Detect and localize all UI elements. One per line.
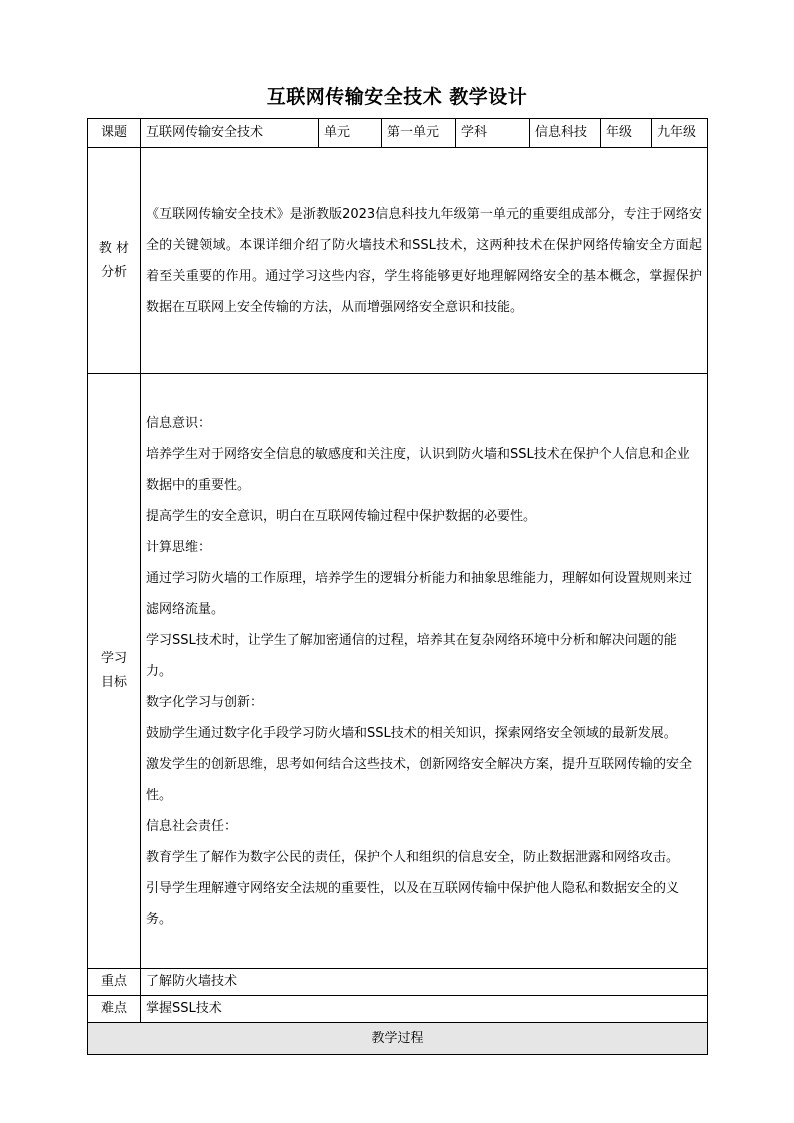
material-analysis-text: 《互联网传输安全技术》是浙教版2023信息科技九年级第一单元的重要组成部分，专注于网络安全的关键领域。本课详细介绍了防火墙技术和SSL技术，这两种技术在保护网络传输安全方面起着至关重要的作用。通过学习这些内容，学生将能够更好地理解网络安全的基本概念，掌握保护数据在互联网上安全传输的方法，从而增强网络安全意识和技能。 <box>146 206 702 315</box>
key-point-value: 了解防火墙技术 <box>141 969 708 996</box>
learning-goals-label <box>88 374 141 969</box>
goal-line: 引导学生理解遵守网络安全法规的重要性，以及在互联网传输中保护他人隐私和数据安全的义务。 <box>146 880 680 927</box>
key-point-label: 重点 <box>88 969 141 996</box>
teaching-process-row <box>88 1023 708 1055</box>
learning-goals-label-line2: 目标 <box>100 675 127 690</box>
goal-line: 培养学生对于网络安全信息的敏感度和关注度，认识到防火墙和SSL技术在保护个人信息和企业数据中的重要性。 <box>146 446 690 493</box>
goal-heading-computational-thinking: 计算思维： <box>146 539 212 555</box>
learning-goals-label-line1: 学习 <box>100 651 127 666</box>
goal-line: 学习SSL技术时，让学生了解加密通信的过程，培养其在复杂网络环境中分析和解决问题的能力。 <box>146 632 677 679</box>
material-analysis-label-line2: 分析 <box>100 264 127 280</box>
difficult-point-label: 难点 <box>88 996 141 1023</box>
difficult-point-row <box>88 996 708 1023</box>
goal-line: 通过学习防火墙的工作原理，培养学生的逻辑分析能力和抽象思维能力，理解如何设置规则来过滤网络流量。 <box>146 570 693 617</box>
material-analysis-label <box>88 148 141 374</box>
header-row <box>88 119 708 148</box>
unit-value: 第一单元 <box>382 119 456 148</box>
goal-heading-social-responsibility: 信息社会责任： <box>146 818 238 834</box>
difficult-point-value: 掌握SSL技术 <box>141 996 708 1023</box>
lesson-plan-table <box>87 118 708 1055</box>
learning-goals-row <box>88 374 708 969</box>
topic-value: 互联网传输安全技术 <box>141 119 319 148</box>
subject-value: 信息科技 <box>530 119 601 148</box>
goal-line: 鼓励学生通过数字化手段学习防火墙和SSL技术的相关知识，探索网络安全领域的最新发展。 <box>146 725 677 741</box>
material-analysis-content <box>141 148 708 374</box>
key-point-row <box>88 969 708 996</box>
grade-value: 九年级 <box>652 119 708 148</box>
goal-heading-digital-learning-innovation: 数字化学习与创新： <box>146 694 264 710</box>
learning-goals-content <box>141 374 708 969</box>
document-title: 互联网传输安全技术 教学设计 <box>266 86 528 108</box>
unit-label: 单元 <box>319 119 382 148</box>
teaching-process-header: 教学过程 <box>88 1023 708 1055</box>
material-analysis-row <box>88 148 708 374</box>
goal-line: 激发学生的创新思维，思考如何结合这些技术，创新网络安全解决方案，提升互联网传输的安全性。 <box>146 756 693 803</box>
goal-heading-information-awareness: 信息意识： <box>146 415 212 431</box>
subject-label: 学科 <box>456 119 530 148</box>
goal-line: 教育学生了解作为数字公民的责任，保护个人和组织的信息安全，防止数据泄露和网络攻击。 <box>146 849 680 865</box>
topic-label: 课题 <box>88 119 141 148</box>
grade-label: 年级 <box>601 119 652 148</box>
material-analysis-label-line1: 教 材 <box>98 240 130 256</box>
goal-line: 提高学生的安全意识，明白在互联网传输过程中保护数据的必要性。 <box>146 508 537 524</box>
